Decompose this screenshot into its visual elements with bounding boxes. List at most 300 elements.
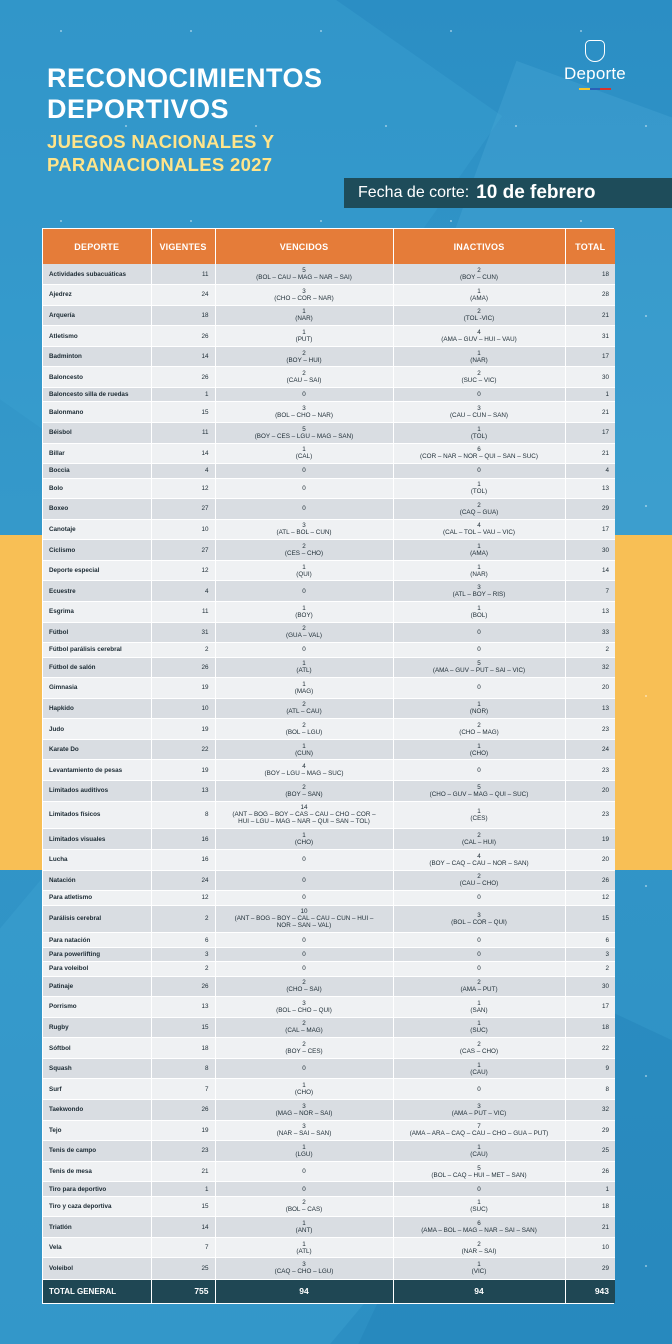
inactivos-count: 1 (477, 1261, 481, 1269)
cell-inactivos (393, 1017, 565, 1038)
cell-deporte: Squash (43, 1058, 151, 1079)
inactivos-departments: (CAU) (470, 1150, 488, 1158)
table-row (43, 870, 615, 891)
vencidos-count: 0 (302, 646, 306, 654)
cell-vencidos (215, 997, 393, 1018)
inactivos-count: 4 (477, 522, 481, 530)
cell-vencidos (215, 367, 393, 388)
cell-vencidos (215, 947, 393, 961)
cell-total: 29 (565, 499, 615, 520)
table-row (43, 402, 615, 423)
cell-vigentes: 19 (151, 760, 215, 781)
vencidos-count: 0 (302, 894, 306, 902)
page-subtitle (47, 130, 323, 176)
vencidos-departments: (CHO) (294, 839, 314, 847)
inactivos-departments: (TOL) (470, 432, 488, 440)
cell-inactivos (393, 739, 565, 760)
cell-vencidos (215, 1058, 393, 1079)
vencidos-departments: (BOY – LGU – MAG – SUC) (264, 770, 344, 778)
inactivos-departments: (ATL – BOY – RIS) (452, 591, 506, 599)
cell-deporte: Para atletismo (43, 891, 151, 905)
cell-deporte: Arquería (43, 305, 151, 326)
vencidos-count: 1 (302, 1082, 306, 1090)
table-row (43, 622, 615, 643)
table-row (43, 905, 615, 933)
inactivos-departments: (CHO) (469, 749, 489, 757)
cell-vigentes: 13 (151, 781, 215, 802)
cell-vencidos (215, 305, 393, 326)
cell-vigentes: 26 (151, 367, 215, 388)
cell-vigentes: 27 (151, 540, 215, 561)
cell-total: 8 (565, 1079, 615, 1100)
table-row (43, 933, 615, 947)
inactivos-count: 1 (477, 701, 481, 709)
vencidos-count: 1 (302, 832, 306, 840)
table-row (43, 1099, 615, 1120)
total-inactivos: 94 (393, 1279, 565, 1303)
cell-deporte: Levantamiento de pesas (43, 760, 151, 781)
cell-deporte: Actividades subacuáticas (43, 264, 151, 285)
table-row (43, 1217, 615, 1238)
cell-vencidos (215, 478, 393, 499)
cell-deporte: Surf (43, 1079, 151, 1100)
cell-inactivos (393, 698, 565, 719)
cell-inactivos (393, 801, 565, 829)
vencidos-departments: (PUT) (295, 336, 313, 344)
cell-vigentes: 19 (151, 719, 215, 740)
cell-vencidos (215, 1258, 393, 1279)
cell-total: 26 (565, 1161, 615, 1182)
cell-vencidos (215, 581, 393, 602)
table-row (43, 1237, 615, 1258)
cell-vigentes: 12 (151, 891, 215, 905)
vencidos-departments: (ATL – CAU) (286, 708, 322, 716)
cell-inactivos (393, 947, 565, 961)
cell-vigentes: 3 (151, 947, 215, 961)
inactivos-count: 4 (477, 852, 481, 860)
inactivos-count: 1 (477, 1020, 481, 1028)
cell-vencidos (215, 540, 393, 561)
cell-vencidos (215, 678, 393, 699)
page-title (47, 63, 323, 125)
cell-inactivos (393, 443, 565, 464)
vencidos-departments: (CAU – SAI) (286, 377, 322, 385)
cell-deporte: Atletismo (43, 326, 151, 347)
vencidos-count: 2 (302, 1199, 306, 1207)
inactivos-count: 5 (477, 660, 481, 668)
total-vigentes: 755 (151, 1279, 215, 1303)
header-vigentes: VIGENTES (151, 229, 215, 264)
vencidos-count: 1 (302, 680, 306, 688)
cell-deporte: Balonmano (43, 402, 151, 423)
cell-inactivos (393, 1258, 565, 1279)
cell-total: 29 (565, 1120, 615, 1141)
vencidos-departments: (CHO – SAI) (286, 986, 322, 994)
deporte-logo (555, 40, 635, 90)
vencidos-count: 2 (302, 625, 306, 633)
cell-deporte: Vela (43, 1237, 151, 1258)
cell-total: 6 (565, 933, 615, 947)
vencidos-departments: (CHO) (294, 1089, 314, 1097)
cell-inactivos (393, 464, 565, 478)
cell-vigentes: 26 (151, 1099, 215, 1120)
cell-inactivos (393, 1099, 565, 1120)
vencidos-count: 0 (302, 1065, 306, 1073)
cell-deporte: Rugby (43, 1017, 151, 1038)
inactivos-departments: (BOY – CAQ – CAU – NOR – SAN) (429, 859, 529, 867)
cell-deporte: Karate Do (43, 739, 151, 760)
vencidos-count: 2 (302, 979, 306, 987)
cell-vigentes: 16 (151, 829, 215, 850)
vencidos-departments: (ATL) (296, 667, 312, 675)
table-row (43, 1120, 615, 1141)
table-row (43, 285, 615, 306)
cell-vencidos (215, 962, 393, 976)
cell-vencidos (215, 905, 393, 933)
cell-deporte: Judo (43, 719, 151, 740)
inactivos-count: 3 (477, 584, 481, 592)
cell-vencidos (215, 499, 393, 520)
cell-vigentes: 8 (151, 801, 215, 829)
inactivos-count: 0 (477, 965, 481, 973)
cell-total: 30 (565, 540, 615, 561)
cell-inactivos (393, 870, 565, 891)
vencidos-departments: (BOL – CHO – QUI) (276, 1006, 332, 1014)
vencidos-departments: (CAL – MAG) (285, 1027, 323, 1035)
cell-vencidos (215, 1161, 393, 1182)
cell-inactivos (393, 1079, 565, 1100)
vencidos-departments: (ANT – BOG – BOY – CAS – CAU – CHO – COR – (232, 811, 376, 819)
table-row (43, 1058, 615, 1079)
vencidos-count: 2 (302, 1020, 306, 1028)
cell-deporte: Parálisis cerebral (43, 905, 151, 933)
vencidos-departments: (BOY) (295, 611, 313, 619)
subtitle-line-2: PARANACIONALES 2027 (47, 154, 273, 175)
vencidos-departments: (BOY – CES – LGU – MAG – SAN) (254, 432, 354, 440)
inactivos-departments: (AMA – ARA – CAQ – CAU – CHO – GUA – PUT) (409, 1130, 549, 1138)
cell-vigentes: 18 (151, 1038, 215, 1059)
cell-inactivos (393, 678, 565, 699)
table-row (43, 1017, 615, 1038)
vencidos-departments: (CUN) (295, 749, 313, 757)
cell-deporte: Tenis de mesa (43, 1161, 151, 1182)
cell-inactivos (393, 1161, 565, 1182)
cell-deporte: Para natación (43, 933, 151, 947)
cell-vencidos (215, 402, 393, 423)
table-row (43, 891, 615, 905)
cell-inactivos (393, 643, 565, 657)
cell-inactivos (393, 719, 565, 740)
cell-vigentes: 19 (151, 1120, 215, 1141)
inactivos-departments: (AMA – GUV – PUT – SAI – VIC) (432, 667, 526, 675)
table-row (43, 422, 615, 443)
cell-vigentes: 4 (151, 464, 215, 478)
title-line-1: RECONOCIMIENTOS (47, 63, 323, 93)
vencidos-departments: (BOL – CAS) (285, 1206, 323, 1214)
inactivos-departments: (COR – NAR – NOR – QUI – SAN – SUC) (420, 453, 538, 461)
header-deporte: DEPORTE (43, 229, 151, 264)
inactivos-departments: (NAR) (470, 570, 488, 578)
cell-vigentes: 14 (151, 443, 215, 464)
vencidos-count: 3 (302, 1261, 306, 1269)
cell-vencidos (215, 1079, 393, 1100)
cell-total: 18 (565, 1196, 615, 1217)
cell-total: 13 (565, 601, 615, 622)
cell-deporte: Esgrima (43, 601, 151, 622)
cell-deporte: Porrismo (43, 997, 151, 1018)
vencidos-departments: (BOL – LGU) (285, 729, 323, 737)
vencidos-count: 2 (302, 701, 306, 709)
inactivos-departments: (BOY – CUN) (459, 274, 499, 282)
cell-vencidos (215, 1038, 393, 1059)
cell-deporte: Taekwondo (43, 1099, 151, 1120)
cell-deporte: Tejo (43, 1120, 151, 1141)
cell-total: 17 (565, 422, 615, 443)
vencidos-count: 3 (302, 1123, 306, 1131)
cell-total: 30 (565, 367, 615, 388)
cell-vencidos (215, 698, 393, 719)
inactivos-count: 1 (477, 742, 481, 750)
inactivos-count: 3 (477, 405, 481, 413)
vencidos-count: 2 (302, 370, 306, 378)
inactivos-departments: (TOL) (470, 488, 488, 496)
cell-vencidos (215, 1217, 393, 1238)
cell-vencidos (215, 933, 393, 947)
cell-inactivos (393, 346, 565, 367)
cell-deporte: Triatlón (43, 1217, 151, 1238)
inactivos-departments: (CHO – GUV – MAG – QUI – SUC) (429, 790, 529, 798)
vencidos-count: 2 (302, 543, 306, 551)
cell-vigentes: 12 (151, 478, 215, 499)
inactivos-count: 2 (477, 1240, 481, 1248)
inactivos-departments: (CAL – TOL – VAU – VIC) (443, 529, 515, 537)
subtitle-line-1: JUEGOS NACIONALES Y (47, 131, 275, 152)
inactivos-departments: (CAU – CUN – SAN) (449, 412, 509, 420)
cell-vigentes: 10 (151, 698, 215, 719)
vencidos-departments: (CHO – COR – NAR) (274, 294, 334, 302)
vencidos-count: 0 (302, 1185, 306, 1193)
vencidos-count: 1 (302, 308, 306, 316)
vencidos-departments: HUI – LGU – MAG – NAR – QUI – SAN – TOL) (238, 818, 370, 826)
cell-vencidos (215, 657, 393, 678)
inactivos-departments: (SUC – VIC) (461, 377, 497, 385)
cell-inactivos (393, 540, 565, 561)
cell-inactivos (393, 367, 565, 388)
inactivos-count: 6 (477, 1220, 481, 1228)
cell-deporte: Billar (43, 443, 151, 464)
inactivos-count: 0 (477, 646, 481, 654)
table-row (43, 387, 615, 401)
table-row (43, 1258, 615, 1279)
vencidos-departments: (BOL – CHO – NAR) (275, 412, 333, 420)
vencidos-departments: (ANT) (295, 1227, 313, 1235)
inactivos-count: 1 (477, 563, 481, 571)
cell-vigentes: 25 (151, 1258, 215, 1279)
table-row (43, 560, 615, 581)
cell-deporte: Natación (43, 870, 151, 891)
inactivos-count: 0 (477, 467, 481, 475)
table-row (43, 849, 615, 870)
table-row (43, 739, 615, 760)
inactivos-departments: (BOL – CAQ – HUI – MET – SAN) (431, 1171, 527, 1179)
vencidos-count: 1 (302, 446, 306, 454)
table-header-row (43, 229, 615, 264)
inactivos-count: 2 (477, 370, 481, 378)
vencidos-count: 0 (302, 484, 306, 492)
cutoff-value: 10 de febrero (476, 182, 596, 203)
inactivos-count: 3 (477, 911, 481, 919)
cell-total: 24 (565, 739, 615, 760)
cell-vencidos (215, 601, 393, 622)
vencidos-count: 0 (302, 936, 306, 944)
cell-inactivos (393, 976, 565, 997)
cell-deporte: Ciclismo (43, 540, 151, 561)
inactivos-departments: (CAL – HUI) (461, 839, 497, 847)
vencidos-departments: (BOY – SAN) (285, 790, 323, 798)
cell-vencidos (215, 443, 393, 464)
cell-vigentes: 24 (151, 870, 215, 891)
cell-total: 21 (565, 305, 615, 326)
cell-vigentes: 18 (151, 305, 215, 326)
cell-vencidos (215, 801, 393, 829)
inactivos-count: 0 (477, 391, 481, 399)
vencidos-departments: (NAR – SAI – SAN) (276, 1130, 332, 1138)
vencidos-count: 0 (302, 876, 306, 884)
inactivos-departments: (CAU – CHO) (459, 880, 499, 888)
inactivos-departments: (AMA) (470, 550, 488, 558)
title-line-2: DEPORTIVOS (47, 94, 230, 124)
inactivos-departments: (CHO – MAG) (459, 729, 499, 737)
cell-vigentes: 13 (151, 997, 215, 1018)
cell-total: 32 (565, 657, 615, 678)
cell-total: 10 (565, 1237, 615, 1258)
cell-vigentes: 26 (151, 326, 215, 347)
inactivos-count: 1 (477, 287, 481, 295)
cell-inactivos (393, 387, 565, 401)
vencidos-count: 1 (302, 1240, 306, 1248)
cell-vencidos (215, 326, 393, 347)
vencidos-count: 5 (302, 267, 306, 275)
cell-inactivos (393, 1217, 565, 1238)
vencidos-departments: (QUI) (296, 570, 312, 578)
cell-vencidos (215, 781, 393, 802)
inactivos-departments: (SUC) (470, 1027, 488, 1035)
inactivos-departments: (NAR – SAI) (461, 1247, 497, 1255)
table-row (43, 519, 615, 540)
inactivos-departments: (AMA – BOL – MAG – NAR – SAI – SAN) (421, 1227, 537, 1235)
table-row (43, 499, 615, 520)
inactivos-departments: (AMA) (470, 294, 488, 302)
vencidos-count: 3 (302, 405, 306, 413)
cell-vencidos (215, 1237, 393, 1258)
cell-vigentes: 23 (151, 1141, 215, 1162)
table-row (43, 678, 615, 699)
cell-total: 3 (565, 947, 615, 961)
cell-vencidos (215, 1017, 393, 1038)
table-row (43, 1182, 615, 1196)
vencidos-count: 1 (302, 1220, 306, 1228)
vencidos-departments: (ATL – BOL – CUN) (276, 529, 332, 537)
cell-inactivos (393, 1038, 565, 1059)
cell-total: 14 (565, 560, 615, 581)
inactivos-count: 0 (477, 950, 481, 958)
table-row (43, 478, 615, 499)
cell-inactivos (393, 1237, 565, 1258)
cell-inactivos (393, 891, 565, 905)
cell-vigentes: 7 (151, 1237, 215, 1258)
inactivos-count: 7 (477, 1123, 481, 1131)
cell-inactivos (393, 581, 565, 602)
table-row (43, 976, 615, 997)
inactivos-count: 2 (477, 979, 481, 987)
total-vencidos: 94 (215, 1279, 393, 1303)
cell-inactivos (393, 760, 565, 781)
cell-deporte: Para voleibol (43, 962, 151, 976)
inactivos-count: 4 (477, 329, 481, 337)
vencidos-departments: (NAR) (295, 315, 313, 323)
inactivos-count: 1 (477, 1143, 481, 1151)
cell-total: 20 (565, 781, 615, 802)
inactivos-count: 0 (477, 936, 481, 944)
cutoff-label: Fecha de corte: (358, 184, 470, 201)
cell-vencidos (215, 560, 393, 581)
inactivos-departments: (CAU) (470, 1068, 488, 1076)
cell-inactivos (393, 402, 565, 423)
table-row (43, 760, 615, 781)
cell-vigentes: 24 (151, 285, 215, 306)
vencidos-count: 0 (302, 587, 306, 595)
cell-vencidos (215, 829, 393, 850)
inactivos-count: 2 (477, 722, 481, 730)
total-label: TOTAL GENERAL (43, 1279, 151, 1303)
cell-vigentes: 21 (151, 1161, 215, 1182)
table-row (43, 326, 615, 347)
vencidos-departments: (BOY – CES) (285, 1048, 323, 1056)
cell-vigentes: 10 (151, 519, 215, 540)
cell-total: 17 (565, 997, 615, 1018)
inactivos-departments: (SAN) (470, 1006, 488, 1014)
cell-vencidos (215, 285, 393, 306)
cell-total: 23 (565, 719, 615, 740)
vencidos-departments: NOR – SAN – VAL) (276, 922, 332, 930)
cell-total: 20 (565, 678, 615, 699)
cell-vigentes: 12 (151, 560, 215, 581)
cell-deporte: Tiro y caza deportiva (43, 1196, 151, 1217)
inactivos-departments: (CES) (470, 814, 488, 822)
vencidos-count: 0 (302, 505, 306, 513)
vencidos-count: 4 (302, 763, 306, 771)
vencidos-departments: (CES – CHO) (284, 550, 324, 558)
inactivos-departments: (VIC) (471, 1268, 487, 1276)
cell-total: 32 (565, 1099, 615, 1120)
cell-deporte: Badminton (43, 346, 151, 367)
table-row (43, 643, 615, 657)
inactivos-count: 5 (477, 1164, 481, 1172)
cell-vencidos (215, 422, 393, 443)
cell-vigentes: 15 (151, 1017, 215, 1038)
inactivos-departments: (AMA – PUT) (460, 986, 498, 994)
cell-vencidos (215, 891, 393, 905)
table-row (43, 997, 615, 1018)
cell-inactivos (393, 264, 565, 285)
inactivos-departments: (CAQ – GUA) (459, 508, 499, 516)
cell-inactivos (393, 519, 565, 540)
vencidos-count: 2 (302, 1041, 306, 1049)
cell-deporte: Ecuestre (43, 581, 151, 602)
vencidos-count: 2 (302, 783, 306, 791)
cell-deporte: Voleibol (43, 1258, 151, 1279)
cell-vigentes: 11 (151, 264, 215, 285)
